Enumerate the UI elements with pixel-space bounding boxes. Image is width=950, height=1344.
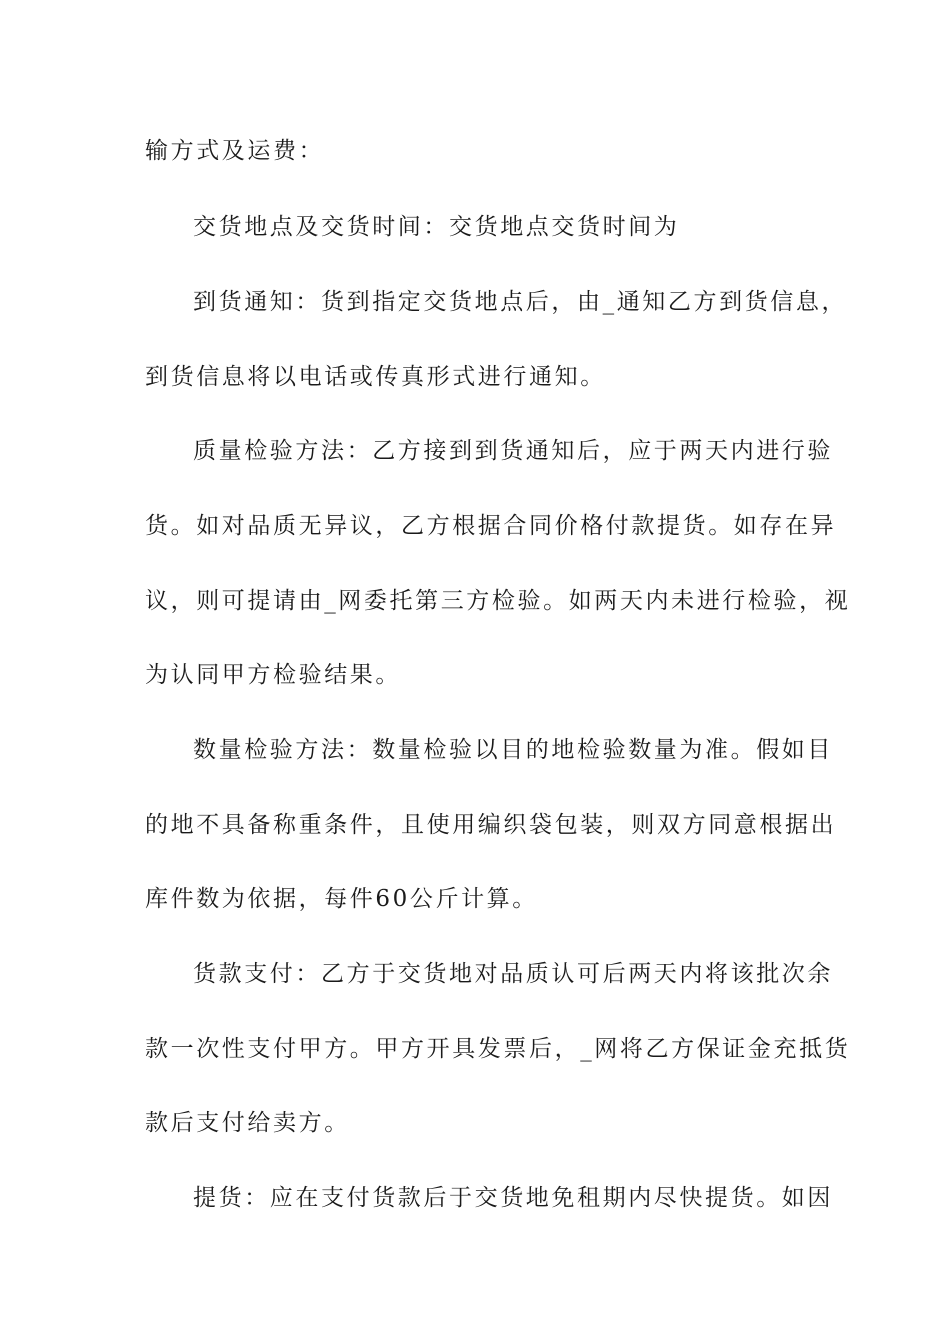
paragraph-quantity-inspection-line-2: 的地不具备称重条件，且使用编织袋包装，则双方同意根据出	[145, 812, 837, 838]
paragraph-payment-line-2: 款一次性支付甲方。甲方开具发票后，_网将乙方保证金充抵货	[145, 1036, 851, 1062]
paragraph-quantity-inspection-line-3: 库件数为依据，每件60公斤计算。	[145, 886, 538, 912]
paragraph-quality-inspection-line-4: 为认同甲方检验结果。	[145, 662, 401, 688]
paragraph-quality-inspection-line-2: 货。如对品质无异议，乙方根据合同价格付款提货。如存在异	[145, 513, 837, 539]
paragraph-arrival-notice-line-2: 到货信息将以电话或传真形式进行通知。	[145, 364, 606, 390]
paragraph-pickup-line-1: 提货：应在支付货款后于交货地免租期内尽快提货。如因	[193, 1185, 833, 1211]
paragraph-payment-line-1: 货款支付：乙方于交货地对品质认可后两天内将该批次余	[193, 961, 833, 987]
text-line-shipping-cost: 输方式及运费：	[145, 138, 325, 164]
paragraph-quantity-inspection-line-1: 数量检验方法：数量检验以目的地检验数量为准。假如目	[193, 737, 833, 763]
paragraph-quality-inspection-line-1: 质量检验方法：乙方接到到货通知后，应于两天内进行验	[193, 438, 833, 464]
paragraph-delivery-place-time: 交货地点及交货时间：交货地点交货时间为	[193, 214, 680, 240]
paragraph-quality-inspection-line-3: 议，则可提请由_网委托第三方检验。如两天内未进行检验，视	[145, 588, 851, 614]
paragraph-arrival-notice-line-1: 到货通知：货到指定交货地点后，由_通知乙方到货信息，	[193, 289, 848, 315]
paragraph-payment-line-3: 款后支付给卖方。	[145, 1110, 350, 1136]
